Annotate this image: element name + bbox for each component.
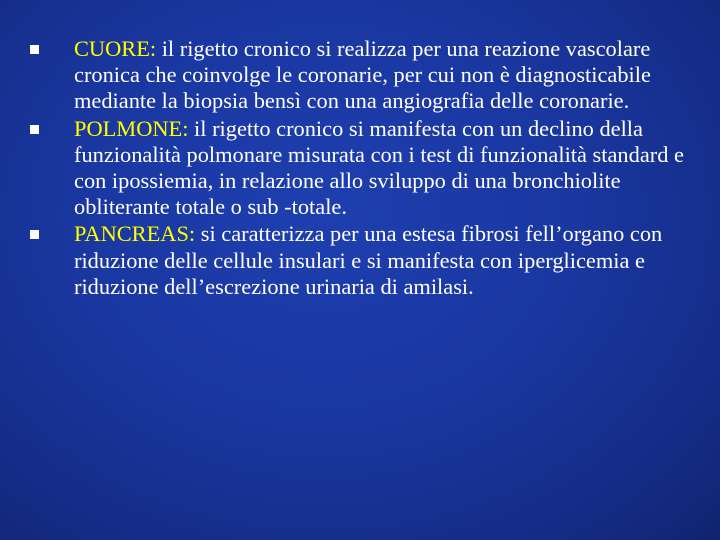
bullet-item-pancreas xyxy=(30,221,690,300)
bullet-text: si caratterizza per una estesa fibrosi fell’organo con riduzione delle cellule insulari e si manifesta con iperglicemia e riduzione dell’escrezione urinaria di amilasi. xyxy=(74,221,663,299)
bullet-term: POLMONE: xyxy=(74,115,189,141)
bullet-term: CUORE: xyxy=(74,36,157,61)
bullet-text: il rigetto cronico si manifesta con un declino della funzionalità polmonare misurata con i test di funzionalità standard e con ipossiemia, in relazione allo sviluppo di una bronchiolite obliterante totale o sub -totale. xyxy=(74,115,684,220)
square-bullet-icon xyxy=(30,230,39,239)
bullet-list xyxy=(30,36,690,301)
bullet-item-cuore xyxy=(30,36,690,115)
bullet-item-polmone xyxy=(30,116,690,221)
bullet-text: il rigetto cronico si realizza per una reazione vascolare cronica che coinvolge le coronarie, per cui non è diagnosticabile mediante la biopsia bensì con una angiografia delle coronarie. xyxy=(74,36,651,114)
square-bullet-icon xyxy=(30,125,39,134)
bullet-term: PANCREAS: xyxy=(74,221,196,247)
square-bullet-icon xyxy=(30,45,39,54)
